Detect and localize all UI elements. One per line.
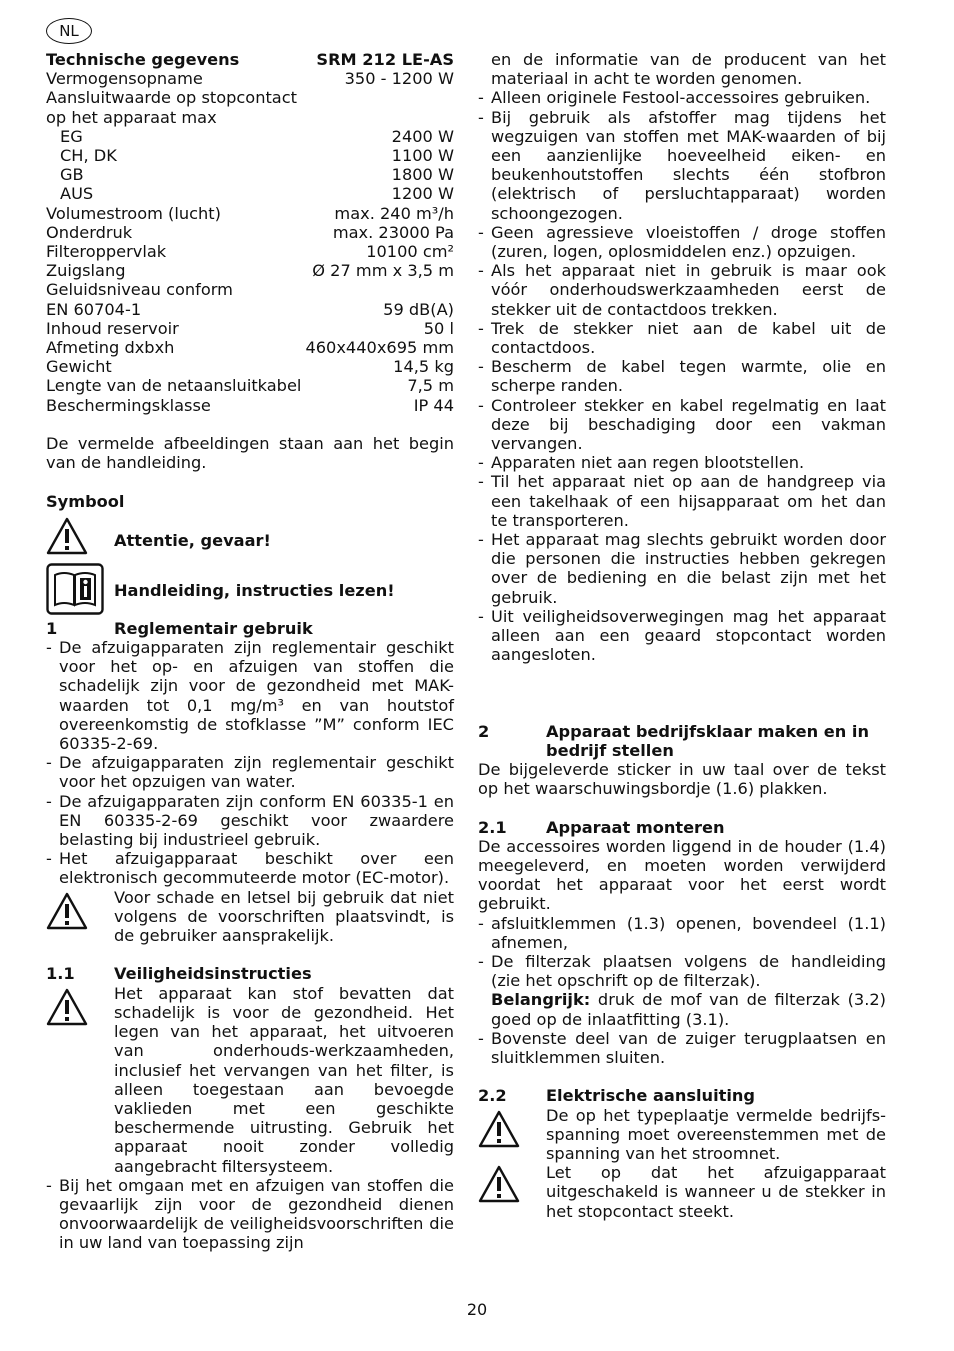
spec-row [46,127,454,146]
spec-label: EG [60,126,83,146]
list-item: - De afzuigapparaten zijn reglementair geschikt voor het op- en afzuigen van stoffen die schadelijk zijn voor de gezondheid met MAK-waarden tot 0,1 mg/m³ en van houtstof overeenkomstig de stofklasse ”M” conform IEC 60335-2-69. [46,638,454,754]
section-2-1-list-2 [478,1029,886,1067]
important-label: Belangrijk: [491,990,591,1010]
section-number: 1 [46,618,58,638]
list-item-continuation: en de informatie van de producent van het materiaal in acht te worden genomen. [491,50,886,89]
spec-label: Gewicht [46,357,112,377]
section-2-text: De bijgeleverde sticker in uw taal over de tekst op het waarschuwingsbordje (1.6) plakken. [478,759,886,799]
spec-label: op het apparaat max [46,107,217,127]
spec-value: max. 23000 Pa [332,222,454,242]
section-2-1-list [478,914,886,991]
spec-row [46,88,454,107]
section-2-2-warning-1 [478,1106,886,1164]
section-title: Apparaat monteren [546,817,725,837]
list-item: - Alleen originele Festool-accessoires gebruiken. [478,88,871,108]
list-item: - De afzuigapparaten zijn reglementair geschikt voor het opzuigen van water. [46,753,454,792]
spec-label: EN 60704-1 [46,299,142,319]
list-item: - Bovenste deel van de zuiger terugplaatsen en sluitklemmen sluiten. [478,1028,886,1067]
list-item: - Trek de stekker niet aan de kabel uit de contactdoos. [478,318,886,358]
spec-value: 10100 cm² [366,242,454,262]
spec-label: Afmeting dxbxh [46,338,175,358]
spec-value: 1200 W [391,184,454,204]
section-title: Elektrische aansluiting [546,1086,756,1106]
symbol-manual-label: Handleiding, instructies lezen! [114,580,395,600]
warning-triangle-icon [46,984,114,1026]
spec-row [46,396,454,415]
spec-value: 14,5 kg [393,357,454,377]
spec-label: AUS [60,184,94,204]
spec-row [46,108,454,127]
spec-value: 7,5 m [407,376,454,396]
spec-row [46,357,454,376]
spec-value: max. 240 m³/h [334,203,454,223]
spec-label: Lengte van de netaansluitkabel [46,376,302,396]
spec-label: Vermogensopname [46,69,203,89]
list-item: - Bij gebruik als afstoffer mag tijdens het wegzuigen van stoffen met MAK-waarden of bij een aanzienlijke hoeveelheid eiken- en beukenhoutstoffen slechts één stofbron (elektrisch of persluchtapparaat) worden schoongezogen. [478,107,886,223]
spec-value: 2400 W [391,126,454,146]
spec-row [46,165,454,184]
warning-triangle-icon [46,888,114,930]
section-1-1-heading [46,964,454,983]
spec-row [46,300,454,319]
spec-label: Onderdruk [46,222,133,242]
left-column [46,50,454,1253]
spec-value: 1100 W [391,146,454,166]
spec-row [46,69,454,88]
list-item: - Het apparaat mag slechts gebruikt worden door die personen die instructies hebben gekregen over de bediening en die belast zijn met het gebruik. [478,530,886,607]
section-2-2-warning-2 [478,1163,886,1221]
spec-value: 1800 W [391,165,454,185]
spec-label: Inhoud reservoir [46,318,179,338]
spec-row [46,261,454,280]
spec-value: 460x440x695 mm [305,338,454,358]
spec-row [46,146,454,165]
section-title: Apparaat bedrijfsklaar maken en in bedrijf stellen [546,721,869,760]
section-number: 2 [478,721,490,741]
symbol-warning-label: Attentie, gevaar! [114,530,271,550]
section-number: 2.2 [478,1086,507,1106]
specs-table [46,69,454,415]
section-2-2-warning-2-text: Let op dat het afzuigapparaat uitgeschakeld is wanneer u de stekker in het stopcontact steekt. [546,1163,886,1221]
language-badge: NL [46,18,92,44]
spec-value: 50 l [423,318,454,338]
section-1-list [46,638,454,888]
spec-row [46,338,454,357]
right-column [478,50,886,1221]
section-number: 1.1 [46,964,75,984]
spec-value: 59 dB(A) [383,299,454,319]
spec-label: Filteroppervlak [46,242,167,262]
list-item: - Geen agressieve vloeistoffen / droge stoffen (zuren, logen, oplosmiddelen enz.) opzuigen. [478,222,886,262]
spec-label: CH, DK [60,146,117,166]
section-1-1-warning [46,984,454,1176]
spec-row [46,204,454,223]
section-number: 2.1 [478,817,507,837]
spec-label: Beschermingsklasse [46,395,211,415]
section-2-1-text: De accessoires worden liggend in de houder (1.4) meegeleverd, en moeten worden verwijderd voordat het apparaat voor het eerst wordt gebruikt. [478,836,886,914]
list-item: - Uit veiligheidsoverwegingen mag het apparaat alleen aan een geaard stopcontact worden aangesloten. [478,606,886,665]
warning-triangle-icon [478,1106,546,1148]
spec-row [46,223,454,242]
spec-value: 350 - 1200 W [344,69,454,89]
symbol-manual [46,563,454,615]
section-1-warning-text: Voor schade en letsel bij gebruik dat niet volgens de voorschriften plaatsvindt, is de gebruiker aansprakelijk. [114,887,454,946]
specs-title: Technische gegevens [46,50,240,69]
warning-triangle-icon [46,517,114,555]
spec-label: Volumestroom (lucht) [46,203,221,223]
specs-model: SRM 212 LE-AS [316,50,454,69]
important-text: druk de mof van de filterzak (3.2) goed op de inlaatfitting (3.1). [491,990,886,1029]
spec-row [46,319,454,338]
spec-value: Ø 27 mm x 3,5 m [312,261,454,281]
spec-label: Zuigslang [46,261,126,281]
warning-triangle-icon [478,1163,546,1203]
list-item: - Apparaten niet aan regen blootstellen. [478,453,805,473]
spec-row [46,280,454,299]
symbols-heading: Symbool [46,491,125,511]
list-item: - De afzuigapparaten zijn conform EN 60335-1 en EN 60335-2-69 geschikt voor zwaardere belasting bij industrieel gebruik. [46,791,454,850]
list-item: - afsluitklemmen (1.3) openen, bovendeel (1.1) afnemen, [478,913,886,952]
list-item: - Als het apparaat niet in gebruik is maar ook vóór onderhoudswerkzaamheden eerst de stekker uit de contactdoos trekken. [478,261,886,319]
section-title: Veiligheidsinstructies [114,964,312,984]
spec-row [46,376,454,395]
symbol-warning [46,517,454,555]
section-1-warning [46,888,454,946]
list-item: - Bij het omgaan met en afzuigen van stoffen die gevaarlijk zijn voor de gezondheid dienen onvoorwaardelijk de veiligheidsvoorschriften die in uw land van toepassing zijn [46,1175,454,1253]
section-2-1-heading [478,818,886,837]
section-1-1-list [478,88,886,664]
section-2-2-heading [478,1086,886,1105]
specs-header [46,50,454,69]
spec-label: Aansluitwaarde op stopcontact [46,88,297,108]
section-2-heading [478,722,886,760]
section-1-1-warning-text: Het apparaat kan stof bevatten dat schadelijk is voor de gezondheid. Het legen van het apparaat, het uitvoeren van onderhouds-werkzaamheden, inclusief het vervangen van het filter, is alleen toegestaan aan bevoegde vaklieden met een geschikte beschermende uitrusting. Gebruik het apparaat nooit zonder volledig aangebracht filtersysteem. [114,983,454,1176]
spec-row [46,184,454,203]
important-note [478,990,886,1028]
list-item: - Controleer stekker en kabel regelmatig en laat deze bij beschadiging door een vakman vervangen. [478,395,886,454]
list-item: - Til het apparaat niet op aan de handgreep via een takelhaak of een hijsapparaat om het dan te transporteren. [478,472,886,530]
spec-value: IP 44 [413,395,454,415]
spec-label: Geluidsniveau conform [46,280,233,300]
page-number: 20 [466,1300,488,1319]
manual-book-icon [46,563,114,615]
spec-row [46,242,454,261]
list-item: - De filterzak plaatsen volgens de handleiding (zie het opschrift op de filterzak). [478,951,886,991]
specs-note: De vermelde afbeeldingen staan aan het begin van de handleiding. [46,434,454,473]
list-item: - Het afzuigapparaat beschikt over een elektronisch gecommuteerde motor (EC-motor). [46,849,454,888]
section-1-heading [46,619,454,638]
list-item: - Bescherm de kabel tegen warmte, olie en scherpe randen. [478,357,886,396]
spec-label: GB [60,165,84,185]
section-title: Reglementair gebruik [114,618,313,638]
section-2-2-warning-1-text: De op het typeplaatje vermelde bedrijfs-spanning moet overeenstemmen met de spanning van het stroomnet. [546,1105,886,1163]
